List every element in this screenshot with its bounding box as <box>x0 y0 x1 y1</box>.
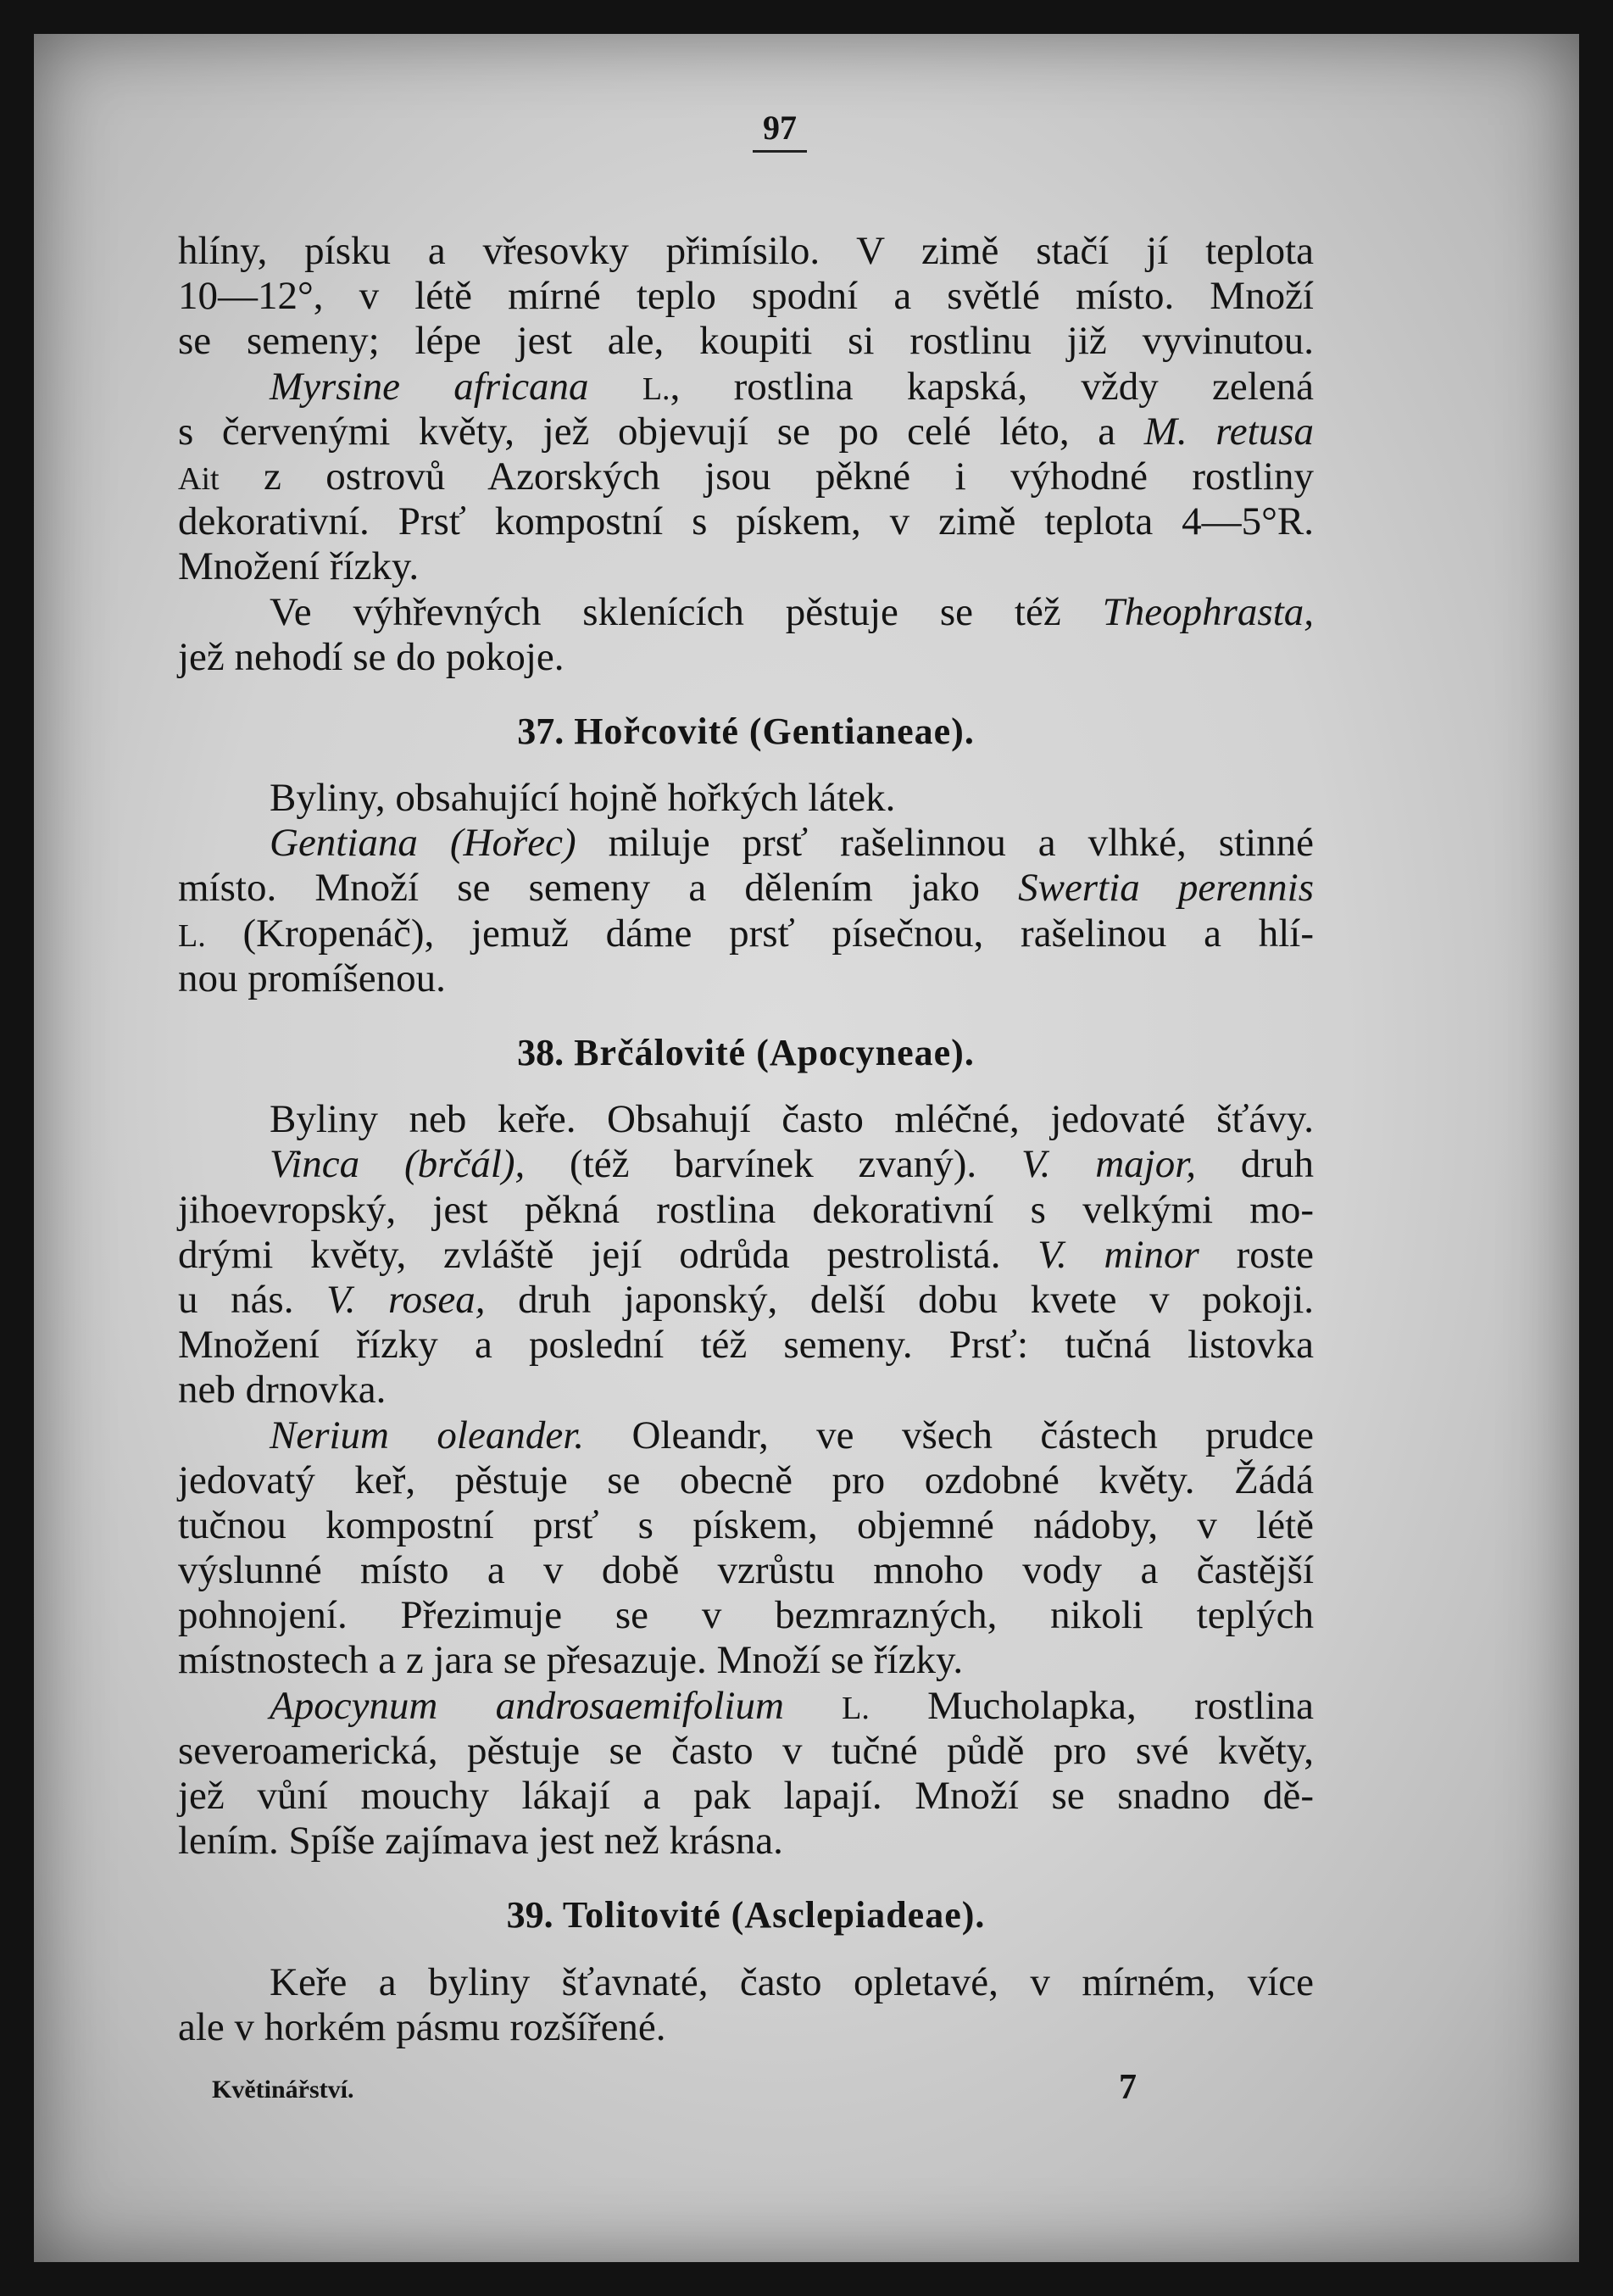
text-line: výslunné místo a v době vzrůstu mnoho vody a častější <box>178 1548 1314 1593</box>
text-line: drými květy, zvláště její odrůda pestrolistá. V. minor roste <box>178 1232 1315 1277</box>
section-heading-38: 38. Brčálovité (Apocyneae). <box>517 1032 975 1073</box>
text-line: pohnojení. Přezimuje se v bezmrazných, nikoli teplých <box>178 1593 1314 1638</box>
text-line: jihoevropský, jest pěkná rostlina dekorativní s velkými mo- <box>178 1187 1314 1232</box>
text-line: Množení řízky. <box>178 544 420 589</box>
text-line: Vinca (brčál), (též barvínek zvaný). V. major, druh <box>270 1142 1315 1187</box>
section-heading-37: 37. Hořcovité (Gentianeae). <box>517 710 975 752</box>
text-line: jež vůní mouchy lákají a pak lapají. Množí se snadno dě- <box>178 1774 1314 1818</box>
text-line: neb drnovka. <box>178 1368 387 1413</box>
text-line: Myrsine africana L., rostlina kapská, vždy zelená <box>270 364 1315 409</box>
text-line: se semeny; lépe jest ale, koupiti si rostlinu již vyvinutou. <box>178 319 1314 364</box>
text-line: místo. Množí se semeny a dělením jako Swertia perennis <box>178 866 1315 911</box>
page-footer <box>178 2067 1314 2109</box>
text-line: Nerium oleander. Oleandr, ve všech částech prudce <box>270 1413 1314 1457</box>
text-line: s červenými květy, jež objevují se po celé léto, a M. retusa <box>178 409 1314 454</box>
text-line: nou promíšenou. <box>178 956 446 1000</box>
text-line: tučnou kompostní prsť s pískem, objemné nádoby, v létě <box>178 1502 1314 1547</box>
text-line: ale v horkém pásmu rozšířené. <box>178 2004 666 2049</box>
page-number: 97 <box>178 108 1382 153</box>
text-line: Ait z ostrovů Azorských jsou pěkné i výhodné rostliny <box>178 454 1314 499</box>
text-line: Apocynum androsaemifolium L. Mucholapka, rostlina <box>270 1683 1314 1728</box>
text-line: Množení řízky a poslední též semeny. Prsť: tučná listovka <box>178 1323 1314 1368</box>
text-line: jedovatý keř, pěstuje se obecně pro ozdobné květy. Žádá <box>178 1457 1314 1502</box>
text-line: lením. Spíše zajímava jest než krásna. <box>178 1819 783 1864</box>
text-line: u nás. V. rosea, druh japonský, delší dobu kvete v pokoji. <box>178 1277 1315 1322</box>
footer-signature: Květinářství. <box>212 2076 354 2104</box>
text-line: severoamerická, pěstuje se často v tučné půdě pro své květy, <box>178 1728 1314 1773</box>
text-line: Gentiana (Hořec) miluje prsť rašelinnou a vlhké, stinné <box>270 821 1314 866</box>
text-line: hlíny, písku a vřesovky přimísilo. V zimě stačí jí teplota <box>178 229 1314 273</box>
text-line: Byliny, obsahující hojně hořkých látek. <box>270 776 896 821</box>
section-heading-39: 39. Tolitovité (Asclepiadeae). <box>506 1894 986 1937</box>
text-line: Byliny neb keře. Obsahují často mléčné, jedovaté šťávy. <box>270 1097 1314 1142</box>
text-line: L. (Kropenáč), jemuž dáme prsť písečnou, rašelinou a hlí- <box>178 911 1314 956</box>
text-line: Ve výhřevných sklenících pěstuje se též Theophrasta, <box>270 589 1314 634</box>
text-line: 10—12°, v létě mírné teplo spodní a světlé místo. Množí <box>178 274 1314 319</box>
text-line: dekorativní. Prsť kompostní s pískem, v zimě teplota 4—5°R. <box>178 499 1314 544</box>
text-line: Keře a byliny šťavnaté, často opletavé, v mírném, více <box>270 1959 1314 2004</box>
text-line: jež nehodí se do pokoje. <box>178 634 565 679</box>
text-line: místnostech a z jara se přesazuje. Množí se řízky. <box>178 1638 964 1683</box>
book-page <box>34 34 1579 2262</box>
footer-sheet-number: 7 <box>1119 2068 1137 2107</box>
page-body <box>178 229 1314 2050</box>
